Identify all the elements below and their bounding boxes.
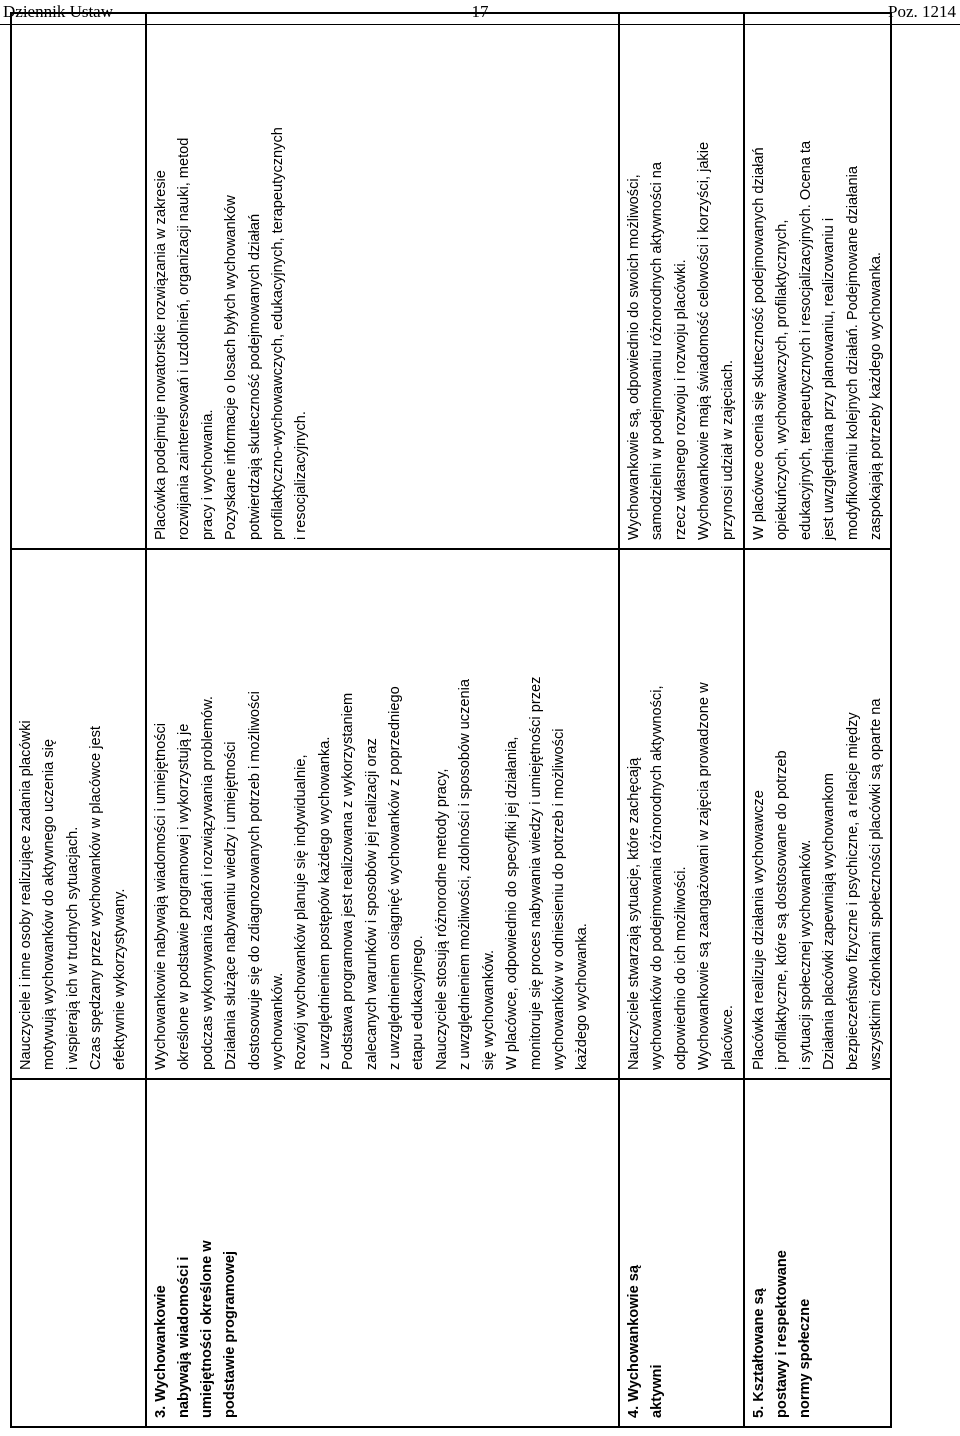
cell-text-line: wszystkimi członkami społeczności placówki są oparte na <box>868 698 885 1070</box>
cell-text-line: Wychowankowie są, odpowiednio do swoich możliwości, <box>626 174 642 540</box>
cell-text-line: Nauczyciele stosują różnorodne metody pracy, <box>433 768 450 1070</box>
cell-text-line: Czas spędzany przez wychowanków w placówce jest <box>88 726 105 1070</box>
cell-text-line: potwierdzają skuteczność podejmowanych działań <box>246 213 263 540</box>
table-row <box>619 13 744 1427</box>
requirement-cell <box>619 1079 744 1427</box>
requirements-table-body <box>11 13 891 1427</box>
cell-text-line: bezpieczeństwo fizyczne i psychiczne, a relacje między <box>844 712 861 1070</box>
cell-text-line: postawy i respektowane <box>774 1250 790 1418</box>
characteristics-basic-cell <box>146 549 619 1079</box>
characteristics-basic-cell <box>619 549 744 1079</box>
characteristics-basic-cell <box>11 549 146 1079</box>
cell-text-line: i resocjalizacyjnych. <box>293 411 310 540</box>
cell-text-line: Nauczyciele stwarzają sytuacje, które zachęcają <box>626 757 642 1070</box>
cell-text-line: odpowiednio do ich możliwości. <box>672 866 689 1070</box>
cell-text-line: zaspokajają potrzeby każdego wychowanka. <box>868 252 885 540</box>
cell-text-line: jest uwzględniana przy planowaniu, realizowaniu i <box>821 217 838 540</box>
characteristics-basic-cell <box>744 549 891 1079</box>
table-row <box>744 13 891 1427</box>
cell-text-line: wychowanków do podejmowania różnorodnych aktywności, <box>649 685 666 1070</box>
characteristics-high-cell <box>146 13 619 549</box>
cell-text-line: rzecz własnego rozwoju i rozwoju placówki. <box>672 259 689 540</box>
position-number: Poz. 1214 <box>888 2 956 21</box>
cell-text-line: motywują wychowanków do aktywnego uczenia się <box>41 739 58 1070</box>
cell-text-line: rozwijania zainteresowań i uzdolnień, organizacji nauki, metod <box>176 137 193 540</box>
cell-text-line: Pozyskane informacje o losach byłych wychowanków <box>223 195 240 540</box>
cell-text-line: umiejętności określone w <box>199 1240 215 1418</box>
publication-title: Dziennik Ustaw <box>3 2 114 21</box>
cell-text-line: efektywnie wykorzystywany. <box>111 888 128 1070</box>
cell-text-line: Wychowankowie nabywają wiadomości i umiejętności <box>153 722 169 1070</box>
cell-text-line: Podstawa programowa jest realizowana z wykorzystaniem <box>340 692 357 1070</box>
requirement-cell <box>744 1079 891 1427</box>
requirements-table <box>10 12 892 1428</box>
cell-text-line: i sytuacji społecznej wychowanków. <box>797 839 814 1070</box>
cell-text-line: W placówce ocenia się skuteczność podejmowanych działań <box>751 147 767 540</box>
characteristics-high-cell <box>619 13 744 549</box>
cell-text-line: Rozwój wychowanków planuje się indywidualnie, <box>293 754 310 1070</box>
cell-text-line: profilaktyczno-wychowawczych, edukacyjnych, terapeutycznych <box>270 127 287 540</box>
cell-text-line: i wspierają ich w trudnych sytuacjach. <box>64 826 81 1070</box>
cell-text-line: 5. Kształtowane są <box>751 1288 767 1418</box>
characteristics-high-cell <box>744 13 891 549</box>
cell-text-line: określone w podstawie programowej i wykorzystują je <box>176 723 193 1070</box>
cell-text-line: monitoruje się proces nabywania wiedzy i umiejętności przez <box>527 676 544 1070</box>
cell-text-line: Placówka podejmuje nowatorskie rozwiązania w zakresie <box>153 170 169 540</box>
cell-text-line: podstawie programowej <box>222 1250 238 1418</box>
cell-text-line: każdego wychowanka. <box>574 923 591 1070</box>
rotated-table-container <box>10 68 885 1428</box>
table-row <box>146 13 619 1427</box>
cell-text-line: opiekuńczych, wychowawczych, profilaktycznych, <box>774 219 791 540</box>
cell-text-line: się wychowanków. <box>480 949 497 1070</box>
cell-text-line: wychowanków. <box>270 972 287 1070</box>
cell-text-line: podczas wykonywania zadań i rozwiązywania problemów. <box>199 696 216 1070</box>
cell-text-line: 4. Wychowankowie są <box>626 1264 642 1418</box>
cell-text-line: z uwzględnieniem osiągnięć wychowanków z poprzedniego <box>387 686 404 1070</box>
cell-text-line: Placówka realizuje działania wychowawcze <box>751 790 767 1070</box>
table-row <box>11 13 146 1427</box>
characteristics-high-cell <box>11 13 146 549</box>
cell-text-line: modyfikowaniu kolejnych działań. Podejmowane działania <box>844 166 861 540</box>
cell-text-line: samodzielni w podejmowaniu różnorodnych aktywności na <box>649 161 666 540</box>
cell-text-line: placówce. <box>719 1005 736 1070</box>
cell-text-line: nabywają wiadomości i <box>176 1256 192 1418</box>
cell-text-line: wychowanków w odniesieniu do potrzeb i możliwości <box>550 728 567 1070</box>
cell-text-line: Działania służące nabywaniu wiedzy i umiejętności <box>223 741 240 1070</box>
cell-text-line: przynosi udział w zajęciach. <box>719 359 736 540</box>
cell-text-line: Nauczyciele i inne osoby realizujące zadania placówki <box>18 720 34 1070</box>
cell-text-line: pracy i wychowania. <box>199 409 216 540</box>
cell-text-line: edukacyjnych, terapeutycznych i resocjalizacyjnych. Ocena ta <box>797 140 814 540</box>
cell-text-line: dostosowuje się do zdiagnozowanych potrzeb i możliwości <box>246 691 263 1070</box>
cell-text-line: z uwzględnieniem postępów każdego wychowanka. <box>316 736 333 1070</box>
cell-text-line: W placówce, odpowiednio do specyfiki jej działania, <box>504 736 521 1070</box>
page-number: – 17 – <box>458 2 502 21</box>
cell-text-line: Działania placówki zapewniają wychowankom <box>821 773 838 1070</box>
cell-text-line: z uwzględnieniem możliwości, zdolności i sposobów uczenia <box>457 679 474 1070</box>
cell-text-line: aktywni <box>649 1364 665 1418</box>
cell-text-line: i profilaktyczne, które są dostosowane do potrzeb <box>774 750 791 1070</box>
cell-text-line: Wychowankowie są zaangażowani w zajęcia prowadzone w <box>696 682 713 1070</box>
cell-text-line: 3. Wychowankowie <box>153 1285 169 1418</box>
requirement-cell <box>146 1079 619 1427</box>
cell-text-line: normy społeczne <box>797 1298 813 1418</box>
requirement-cell <box>11 1079 146 1427</box>
cell-text-line: etapu edukacyjnego. <box>410 935 427 1070</box>
cell-text-line: zalecanych warunków i sposobów jej realizacji oraz <box>363 738 380 1070</box>
cell-text-line: Wychowankowie mają świadomość celowości i korzyści, jakie <box>696 141 713 540</box>
